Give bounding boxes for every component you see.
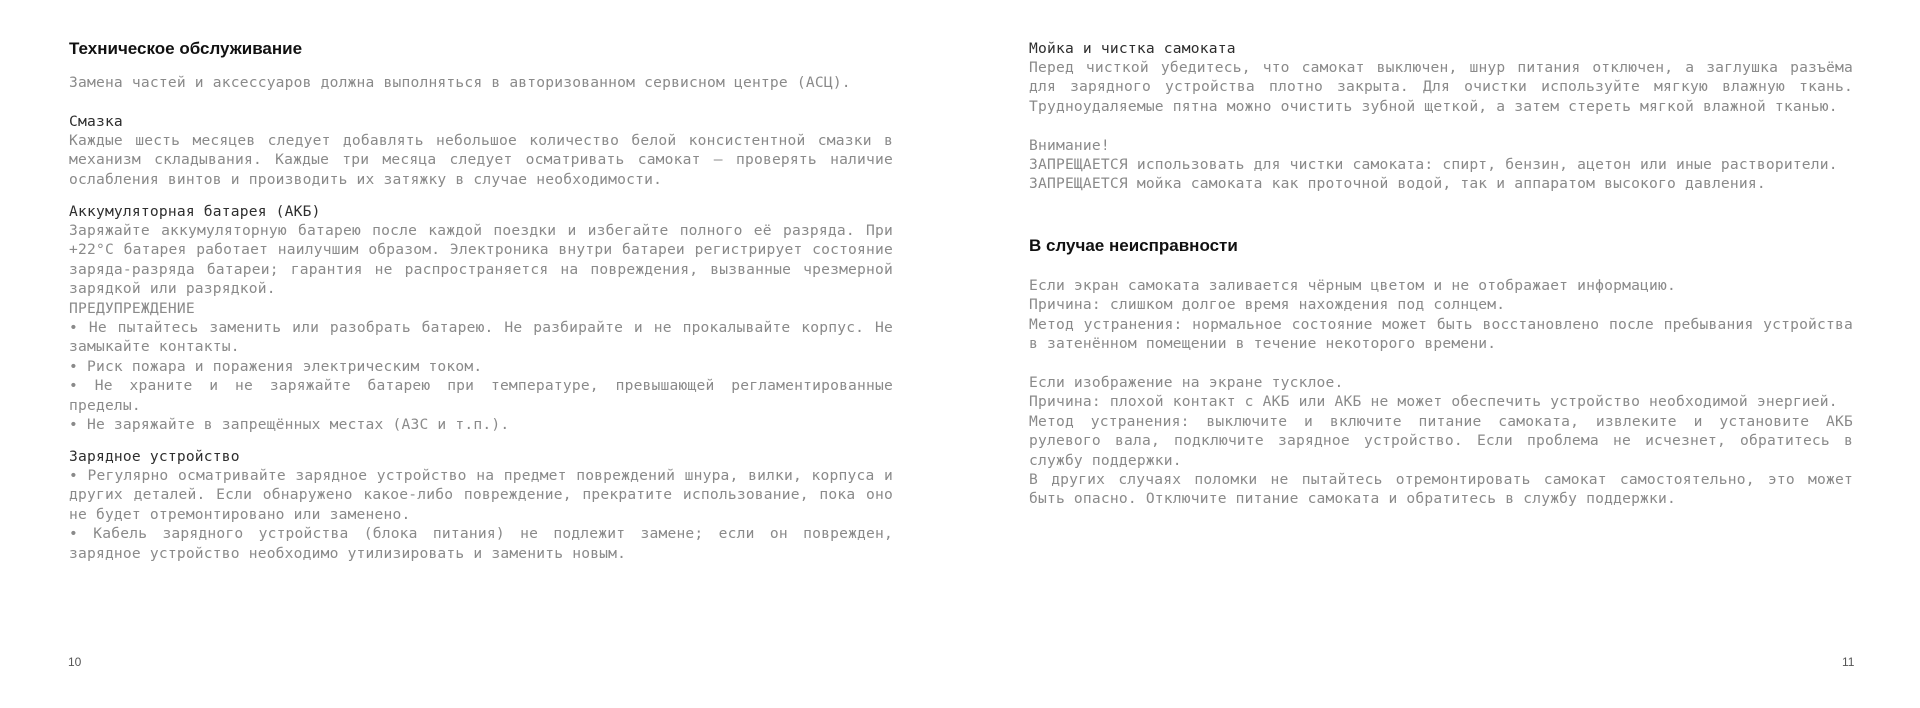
prohibitions-list bbox=[1029, 155, 1853, 194]
battery-heading: Аккумуляторная батарея (АКБ) bbox=[69, 203, 321, 220]
cleaning-heading: Мойка и чистка самоката bbox=[1029, 40, 1236, 57]
case-fix: Метод устранения: нормальное состояние может быть восстановлено после пребывания устройства в затенённом помещении в течение некоторого времени. bbox=[1029, 315, 1853, 353]
warning-item: • Не заряжайте в запрещённых местах (АЗС и т.п.). bbox=[69, 416, 510, 434]
trouble-case-2 bbox=[1029, 373, 1853, 470]
cleaning-text: Перед чисткой убедитесь, что самокат выключен, шнур питания отключен, а заглушка разъёма для зарядного устройства плотно закрыта. Для очистки используйте мягкую влажную ткань. Трудноудаляемые пятна можно очистить зубной щеткой, а затем стереть мягкой влажной тканью. bbox=[1029, 59, 1853, 115]
case-cause: Причина: плохой контакт с АКБ или АКБ не может обеспечить устройство необходимой энергией. bbox=[1029, 393, 1838, 411]
battery-text: Заряжайте аккумуляторную батарею после каждой поездки и избегайте полного её разряда. При +22°C батарея работает наилучшим образом. Электроника внутри батареи регистрирует состояние заряда-разряда батареи; гарантия не распространяется на повреждения, вызванные чрезмерной зарядкой или разрядкой. bbox=[69, 222, 893, 298]
prohibition-item: ЗАПРЕЩАЕТСЯ использовать для чистки самоката: спирт, бензин, ацетон или иные растворители. bbox=[1029, 156, 1838, 173]
battery-warning-label: ПРЕДУПРЕЖДЕНИЕ bbox=[69, 300, 195, 317]
left-page bbox=[69, 0, 893, 708]
page-number-left: 10 bbox=[68, 655, 82, 669]
case-fix: Метод устранения: выключите и включите питание самоката, извлеките и установите АКБ рулевого вала, подключите зарядное устройство. Если проблема не исчезнет, обратитесь в службу поддержки. bbox=[1029, 412, 1853, 469]
charger-heading: Зарядное устройство bbox=[69, 448, 240, 465]
maintenance-intro: Замена частей и аксессуаров должна выполняться в авторизованном сервисном центре (АСЦ). bbox=[69, 74, 851, 91]
case-problem: Если экран самоката заливается чёрным цветом и не отображает информацию. bbox=[1029, 277, 1677, 294]
lubrication-heading: Смазка bbox=[69, 113, 123, 130]
charger-item: • Регулярно осматривайте зарядное устройство на предмет повреждений шнура, вилки, корпуса и других деталей. Если обнаружено какое-либо повреждение, прекратите использование, пока оно не будет отремонтировано или заменено. bbox=[69, 467, 893, 523]
warning-item: • Риск пожара и поражения электрическим током. bbox=[69, 357, 483, 375]
trouble-case-1 bbox=[1029, 276, 1853, 354]
case-problem: Если изображение на экране тусклое. bbox=[1029, 374, 1344, 391]
battery-warnings-list bbox=[69, 318, 893, 434]
trouble-other: В других случаях поломки не пытайтесь отремонтировать самокат самостоятельно, это может быть опасно. Отключите питание самоката и обратитесь в службу поддержки. bbox=[1029, 471, 1853, 508]
warning-item: • Не храните и не заряжайте батарею при температуре, превышающей регламентированные пределы. bbox=[69, 377, 893, 414]
troubleshooting-title: В случае неисправности bbox=[1029, 236, 1238, 255]
prohibition-item: ЗАПРЕЩАЕТСЯ мойка самоката как проточной водой, так и аппаратом высокого давления. bbox=[1029, 175, 1766, 193]
warning-item: • Не пытайтесь заменить или разобрать батарею. Не разбирайте и не прокалывайте корпус. Не замыкайте контакты. bbox=[69, 319, 893, 356]
attention-label: Внимание! bbox=[1029, 137, 1110, 154]
lubrication-text: Каждые шесть месяцев следует добавлять небольшое количество белой консистентной смазки в механизм складывания. Каждые три месяца следует осматривать самокат – проверять наличие ослабления винтов и производить их затяжку в случае необходимости. bbox=[69, 132, 893, 188]
case-cause: Причина: слишком долгое время нахождения под солнцем. bbox=[1029, 296, 1506, 314]
maintenance-title: Техническое обслуживание bbox=[69, 39, 303, 58]
page-number-right: 11 bbox=[1842, 655, 1855, 669]
charger-item: • Кабель зарядного устройства (блока питания) не подлежит замене; если он поврежден, зарядное устройство необходимо утилизировать и заменить новым. bbox=[69, 525, 893, 562]
charger-list bbox=[69, 466, 893, 563]
right-page bbox=[1029, 0, 1853, 708]
